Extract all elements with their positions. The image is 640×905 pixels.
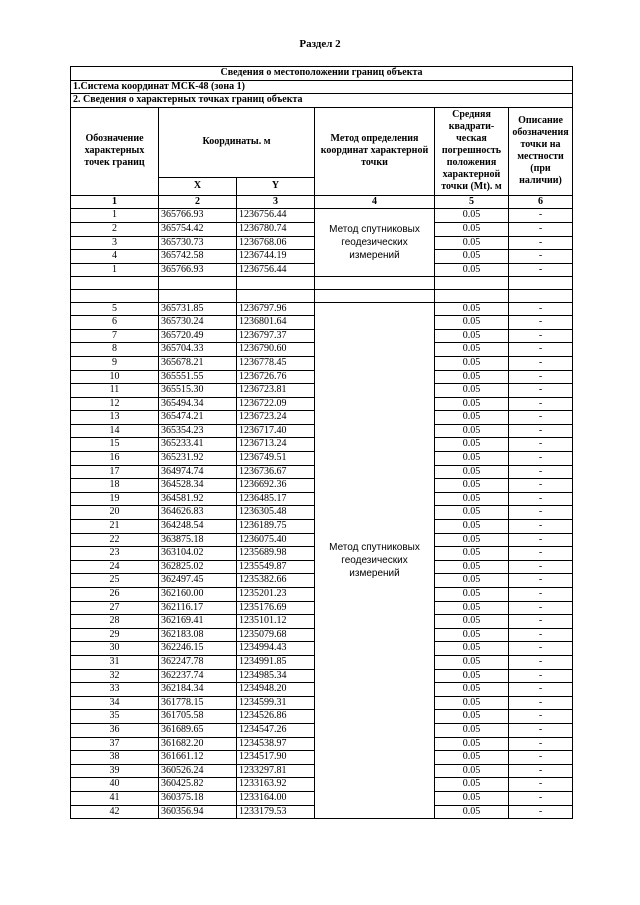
description-value: - — [509, 465, 573, 479]
point-number: 23 — [71, 547, 159, 561]
error-value: 0.05 — [435, 574, 509, 588]
error-value: 0.05 — [435, 778, 509, 792]
table-title-row — [71, 67, 573, 81]
x-coordinate: 362247.78 — [159, 655, 237, 669]
point-number: 18 — [71, 479, 159, 493]
error-value: 0.05 — [435, 384, 509, 398]
column-numbers-row — [71, 195, 573, 209]
y-coordinate: 1234948.20 — [237, 683, 315, 697]
description-value: - — [509, 302, 573, 316]
blank-cell — [159, 289, 237, 302]
error-value: 0.05 — [435, 209, 509, 223]
x-coordinate: 360526.24 — [159, 764, 237, 778]
point-number: 17 — [71, 465, 159, 479]
x-coordinate: 365354.23 — [159, 424, 237, 438]
error-value: 0.05 — [435, 533, 509, 547]
error-value: 0.05 — [435, 479, 509, 493]
point-number: 29 — [71, 628, 159, 642]
x-coordinate: 364974.74 — [159, 465, 237, 479]
point-number: 25 — [71, 574, 159, 588]
x-coordinate: 365474.21 — [159, 411, 237, 425]
point-number: 38 — [71, 751, 159, 765]
description-value: - — [509, 397, 573, 411]
point-number: 1 — [71, 209, 159, 223]
y-coordinate: 1235101.12 — [237, 615, 315, 629]
error-value: 0.05 — [435, 236, 509, 250]
description-value: - — [509, 588, 573, 602]
error-value: 0.05 — [435, 343, 509, 357]
y-coordinate: 1235689.98 — [237, 547, 315, 561]
x-coordinate: 361661.12 — [159, 751, 237, 765]
error-value: 0.05 — [435, 329, 509, 343]
point-number: 37 — [71, 737, 159, 751]
blank-cell — [315, 289, 435, 302]
point-number: 4 — [71, 250, 159, 264]
x-coordinate: 365742.58 — [159, 250, 237, 264]
y-coordinate: 1236756.44 — [237, 263, 315, 277]
coordinate-system-row — [71, 80, 573, 94]
point-number: 2 — [71, 222, 159, 236]
y-coordinate: 1236756.44 — [237, 209, 315, 223]
point-number: 42 — [71, 805, 159, 819]
error-value: 0.05 — [435, 723, 509, 737]
y-coordinate: 1236797.96 — [237, 302, 315, 316]
table-row — [71, 302, 573, 316]
blank-cell — [509, 277, 573, 290]
x-coordinate: 365494.34 — [159, 397, 237, 411]
error-value: 0.05 — [435, 751, 509, 765]
point-number: 27 — [71, 601, 159, 615]
y-coordinate: 1233179.53 — [237, 805, 315, 819]
blank-cell — [71, 289, 159, 302]
y-coordinate: 1236744.19 — [237, 250, 315, 264]
y-coordinate: 1234526.86 — [237, 710, 315, 724]
x-coordinate: 365515.30 — [159, 384, 237, 398]
description-value: - — [509, 805, 573, 819]
description-value: - — [509, 560, 573, 574]
x-coordinate: 361682.20 — [159, 737, 237, 751]
point-number: 20 — [71, 506, 159, 520]
x-coordinate: 365766.93 — [159, 263, 237, 277]
error-value: 0.05 — [435, 356, 509, 370]
y-coordinate: 1234599.31 — [237, 696, 315, 710]
blank-cell — [509, 289, 573, 302]
y-coordinate: 1236305.48 — [237, 506, 315, 520]
error-value: 0.05 — [435, 520, 509, 534]
error-value: 0.05 — [435, 791, 509, 805]
y-coordinate: 1236749.51 — [237, 452, 315, 466]
point-number: 31 — [71, 655, 159, 669]
description-value: - — [509, 778, 573, 792]
description-value: - — [509, 574, 573, 588]
description-value: - — [509, 520, 573, 534]
point-number: 12 — [71, 397, 159, 411]
column-number: 6 — [509, 195, 573, 209]
error-value: 0.05 — [435, 764, 509, 778]
description-value: - — [509, 655, 573, 669]
point-number: 26 — [71, 588, 159, 602]
table-subtitle: 2. Сведения о характерных точках границ объекта — [71, 94, 573, 108]
header-row — [71, 107, 573, 177]
description-value: - — [509, 710, 573, 724]
blank-cell — [71, 277, 159, 290]
description-value: - — [509, 222, 573, 236]
point-number: 32 — [71, 669, 159, 683]
description-value: - — [509, 628, 573, 642]
point-number: 5 — [71, 302, 159, 316]
header-error: Средняя квадрати-ческая погрешность положения характерной точки (Mt). м — [435, 107, 509, 195]
y-coordinate: 1234547.26 — [237, 723, 315, 737]
x-coordinate: 362184.34 — [159, 683, 237, 697]
error-value: 0.05 — [435, 669, 509, 683]
point-number: 16 — [71, 452, 159, 466]
y-coordinate: 1236722.09 — [237, 397, 315, 411]
y-coordinate: 1234985.34 — [237, 669, 315, 683]
blank-row — [71, 277, 573, 290]
x-coordinate: 364626.83 — [159, 506, 237, 520]
y-coordinate: 1235382.66 — [237, 574, 315, 588]
description-value: - — [509, 250, 573, 264]
point-number: 36 — [71, 723, 159, 737]
point-number: 1 — [71, 263, 159, 277]
point-number: 6 — [71, 316, 159, 330]
point-number: 33 — [71, 683, 159, 697]
blank-cell — [237, 277, 315, 290]
error-value: 0.05 — [435, 465, 509, 479]
error-value: 0.05 — [435, 560, 509, 574]
x-coordinate: 364528.34 — [159, 479, 237, 493]
y-coordinate: 1236713.24 — [237, 438, 315, 452]
description-value: - — [509, 438, 573, 452]
y-coordinate: 1233164.00 — [237, 791, 315, 805]
point-number: 35 — [71, 710, 159, 724]
description-value: - — [509, 492, 573, 506]
error-value: 0.05 — [435, 628, 509, 642]
description-value: - — [509, 547, 573, 561]
blank-cell — [315, 277, 435, 290]
x-coordinate: 361705.58 — [159, 710, 237, 724]
y-coordinate: 1235079.68 — [237, 628, 315, 642]
description-value: - — [509, 316, 573, 330]
description-value: - — [509, 683, 573, 697]
column-number: 3 — [237, 195, 315, 209]
error-value: 0.05 — [435, 588, 509, 602]
blank-cell — [435, 277, 509, 290]
error-value: 0.05 — [435, 222, 509, 236]
error-value: 0.05 — [435, 506, 509, 520]
y-coordinate: 1236692.36 — [237, 479, 315, 493]
x-coordinate: 362497.45 — [159, 574, 237, 588]
y-coordinate: 1236485.17 — [237, 492, 315, 506]
description-value: - — [509, 384, 573, 398]
description-value: - — [509, 642, 573, 656]
column-number: 5 — [435, 195, 509, 209]
y-coordinate: 1236780.74 — [237, 222, 315, 236]
error-value: 0.05 — [435, 696, 509, 710]
x-coordinate: 362237.74 — [159, 669, 237, 683]
description-value: - — [509, 329, 573, 343]
point-number: 34 — [71, 696, 159, 710]
x-coordinate: 363104.02 — [159, 547, 237, 561]
header-point: Обозначение характерных точек границ — [71, 107, 159, 195]
description-value: - — [509, 764, 573, 778]
error-value: 0.05 — [435, 683, 509, 697]
header-method: Метод определения координат характерной точки — [315, 107, 435, 195]
description-value: - — [509, 411, 573, 425]
x-coordinate: 362160.00 — [159, 588, 237, 602]
x-coordinate: 363875.18 — [159, 533, 237, 547]
y-coordinate: 1236189.75 — [237, 520, 315, 534]
y-coordinate: 1234538.97 — [237, 737, 315, 751]
method-cell: Метод спутниковых геодезических измерений — [315, 302, 435, 819]
error-value: 0.05 — [435, 547, 509, 561]
error-value: 0.05 — [435, 250, 509, 264]
blank-cell — [435, 289, 509, 302]
y-coordinate: 1236726.76 — [237, 370, 315, 384]
column-number: 1 — [71, 195, 159, 209]
coordinate-system: 1.Система координат МСК-48 (зона 1) — [71, 80, 573, 94]
method-cell: Метод спутниковых геодезических измерений — [315, 209, 435, 277]
point-number: 11 — [71, 384, 159, 398]
x-coordinate: 365730.24 — [159, 316, 237, 330]
description-value: - — [509, 209, 573, 223]
x-coordinate: 362116.17 — [159, 601, 237, 615]
x-coordinate: 365233.41 — [159, 438, 237, 452]
point-number: 7 — [71, 329, 159, 343]
x-coordinate: 364248.54 — [159, 520, 237, 534]
x-coordinate: 361778.15 — [159, 696, 237, 710]
x-coordinate: 365730.73 — [159, 236, 237, 250]
x-coordinate: 365231.92 — [159, 452, 237, 466]
y-coordinate: 1236723.81 — [237, 384, 315, 398]
point-number: 22 — [71, 533, 159, 547]
point-number: 10 — [71, 370, 159, 384]
column-number: 2 — [159, 195, 237, 209]
description-value: - — [509, 723, 573, 737]
y-coordinate: 1236801.64 — [237, 316, 315, 330]
x-coordinate: 365766.93 — [159, 209, 237, 223]
x-coordinate: 361689.65 — [159, 723, 237, 737]
y-coordinate: 1236797.37 — [237, 329, 315, 343]
x-coordinate: 365754.42 — [159, 222, 237, 236]
y-coordinate: 1236768.06 — [237, 236, 315, 250]
point-number: 28 — [71, 615, 159, 629]
blank-cell — [237, 289, 315, 302]
description-value: - — [509, 424, 573, 438]
table-title: Сведения о местоположении границ объекта — [71, 67, 573, 81]
description-value: - — [509, 601, 573, 615]
x-coordinate: 360356.94 — [159, 805, 237, 819]
error-value: 0.05 — [435, 316, 509, 330]
description-value: - — [509, 370, 573, 384]
error-value: 0.05 — [435, 655, 509, 669]
y-coordinate: 1236778.45 — [237, 356, 315, 370]
y-coordinate: 1235176.69 — [237, 601, 315, 615]
error-value: 0.05 — [435, 737, 509, 751]
section-title: Раздел 2 — [299, 38, 341, 50]
description-value: - — [509, 533, 573, 547]
point-number: 41 — [71, 791, 159, 805]
y-coordinate: 1236717.40 — [237, 424, 315, 438]
y-coordinate: 1236075.40 — [237, 533, 315, 547]
table-subtitle-row — [71, 94, 573, 108]
description-value: - — [509, 669, 573, 683]
y-coordinate: 1234517.90 — [237, 751, 315, 765]
point-number: 39 — [71, 764, 159, 778]
description-value: - — [509, 615, 573, 629]
point-number: 3 — [71, 236, 159, 250]
point-number: 40 — [71, 778, 159, 792]
y-coordinate: 1236723.24 — [237, 411, 315, 425]
y-coordinate: 1233163.92 — [237, 778, 315, 792]
description-value: - — [509, 479, 573, 493]
x-coordinate: 365731.85 — [159, 302, 237, 316]
error-value: 0.05 — [435, 601, 509, 615]
x-coordinate: 365704.33 — [159, 343, 237, 357]
point-number: 13 — [71, 411, 159, 425]
error-value: 0.05 — [435, 438, 509, 452]
description-value: - — [509, 737, 573, 751]
error-value: 0.05 — [435, 424, 509, 438]
point-number: 24 — [71, 560, 159, 574]
error-value: 0.05 — [435, 302, 509, 316]
error-value: 0.05 — [435, 642, 509, 656]
blank-cell — [159, 277, 237, 290]
x-coordinate: 365720.49 — [159, 329, 237, 343]
header-coords: Координаты. м — [159, 107, 315, 177]
error-value: 0.05 — [435, 710, 509, 724]
header-desc: Описание обозначения точки на местности (при наличии) — [509, 107, 573, 195]
table-row — [71, 209, 573, 223]
error-value: 0.05 — [435, 452, 509, 466]
description-value: - — [509, 263, 573, 277]
y-coordinate: 1233297.81 — [237, 764, 315, 778]
x-coordinate: 362246.15 — [159, 642, 237, 656]
x-coordinate: 362183.08 — [159, 628, 237, 642]
point-number: 8 — [71, 343, 159, 357]
error-value: 0.05 — [435, 615, 509, 629]
point-number: 9 — [71, 356, 159, 370]
boundary-points-table — [70, 66, 573, 819]
x-coordinate: 360425.82 — [159, 778, 237, 792]
y-coordinate: 1236736.67 — [237, 465, 315, 479]
description-value: - — [509, 343, 573, 357]
point-number: 15 — [71, 438, 159, 452]
description-value: - — [509, 791, 573, 805]
y-coordinate: 1235549.87 — [237, 560, 315, 574]
y-coordinate: 1236790.60 — [237, 343, 315, 357]
description-value: - — [509, 236, 573, 250]
point-number: 19 — [71, 492, 159, 506]
x-coordinate: 365678.21 — [159, 356, 237, 370]
error-value: 0.05 — [435, 397, 509, 411]
x-coordinate: 365551.55 — [159, 370, 237, 384]
point-number: 21 — [71, 520, 159, 534]
error-value: 0.05 — [435, 263, 509, 277]
y-coordinate: 1234994.43 — [237, 642, 315, 656]
blank-row — [71, 289, 573, 302]
header-x: X — [159, 177, 237, 195]
description-value: - — [509, 696, 573, 710]
x-coordinate: 360375.18 — [159, 791, 237, 805]
error-value: 0.05 — [435, 492, 509, 506]
x-coordinate: 362169.41 — [159, 615, 237, 629]
x-coordinate: 364581.92 — [159, 492, 237, 506]
point-number: 14 — [71, 424, 159, 438]
y-coordinate: 1235201.23 — [237, 588, 315, 602]
description-value: - — [509, 751, 573, 765]
x-coordinate: 362825.02 — [159, 560, 237, 574]
header-y: Y — [237, 177, 315, 195]
description-value: - — [509, 356, 573, 370]
description-value: - — [509, 452, 573, 466]
column-number: 4 — [315, 195, 435, 209]
point-number: 30 — [71, 642, 159, 656]
y-coordinate: 1234991.85 — [237, 655, 315, 669]
error-value: 0.05 — [435, 370, 509, 384]
description-value: - — [509, 506, 573, 520]
error-value: 0.05 — [435, 805, 509, 819]
error-value: 0.05 — [435, 411, 509, 425]
